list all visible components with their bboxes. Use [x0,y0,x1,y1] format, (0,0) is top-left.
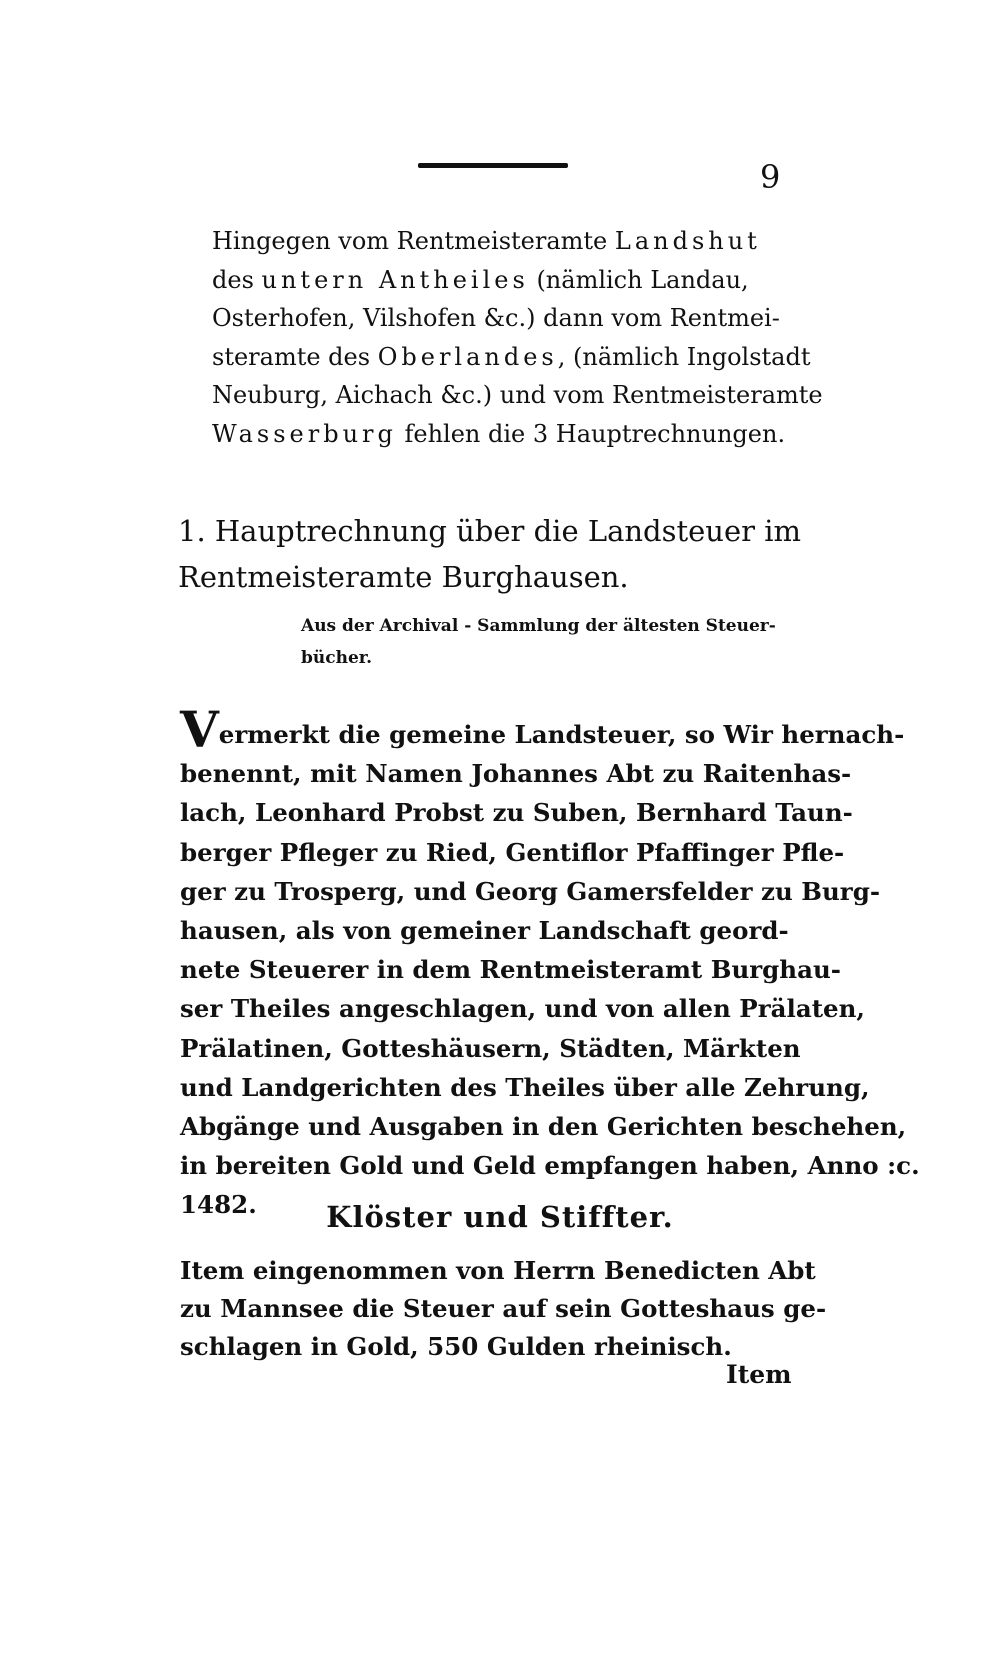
intro-line: steramte des Oberlandes, (nämlich Ingolstadt [212,342,811,371]
source-note [301,610,831,674]
main-paragraph-line: berger Pfleger zu Ried, Gentiflor Pfaffinger Pfle- [180,837,845,867]
header-rule [418,163,568,168]
entry-paragraph [180,1252,828,1366]
main-paragraph-line: und Landgerichten des Theiles über alle Zehrung, [180,1072,870,1102]
intro-line: Neuburg, Aichach &c.) und vom Rentmeisteramte [212,381,823,409]
entry-line: schlagen in Gold, 550 Gulden rheinisch. [180,1332,732,1361]
catchword: Item [726,1360,792,1389]
main-paragraph-line: hausen, als von gemeiner Landschaft geord- [180,916,789,946]
main-paragraph-line: ger zu Trosperg, und Georg Gamersfelder zu Burg- [180,876,881,906]
entry-line: zu Mannsee die Steuer auf sein Gotteshaus ge- [180,1294,827,1323]
main-paragraph-line: Vermerkt die gemeine Landsteuer, so Wir hernach- [180,700,905,759]
main-paragraph-line: lach, Leonhard Probst zu Suben, Bernhard Taun- [180,798,853,828]
main-paragraph [180,700,920,1225]
main-paragraph-line: nete Steuerer in dem Rentmeisteramt Burghau- [180,955,841,985]
chapter-heading-line: Rentmeisteramte Burghausen. [178,560,629,594]
source-note-line: Aus der Archival - Sammlung der ältesten Steuer- [301,616,776,636]
chapter-heading-line: 1. Hauptrechnung über die Landsteuer im [178,514,802,548]
source-note-line: bücher. [301,648,373,668]
intro-paragraph [212,222,822,453]
drop-cap: V [180,700,219,759]
main-paragraph-line: ser Theiles angeschlagen, und von allen Prälaten, [180,994,865,1024]
page-number: 9 [760,158,781,196]
chapter-heading [178,508,828,600]
intro-line: des untern Antheiles (nämlich Landau, [212,265,749,294]
intro-line: Hingegen vom Rentmeisteramte Landshut [212,227,761,255]
main-paragraph-line: in bereiten Gold und Geld empfangen haben, Anno :c. [180,1151,920,1181]
section-heading: Klöster und Stiffter. [326,1200,674,1234]
main-paragraph-line: 1482. [180,1190,257,1220]
intro-line: Osterhofen, Vilshofen &c.) dann vom Rentmei- [212,304,780,332]
main-paragraph-line: benennt, mit Namen Johannes Abt zu Raitenhas- [180,759,852,789]
intro-line: Wasserburg fehlen die 3 Hauptrechnungen. [212,419,786,448]
main-paragraph-line: Prälatinen, Gotteshäusern, Städten, Märkten [180,1033,801,1063]
main-paragraph-line: Abgänge und Ausgaben in den Gerichten beschehen, [180,1112,907,1142]
entry-line: Item eingenommen von Herrn Benedicten Abt [180,1256,816,1285]
